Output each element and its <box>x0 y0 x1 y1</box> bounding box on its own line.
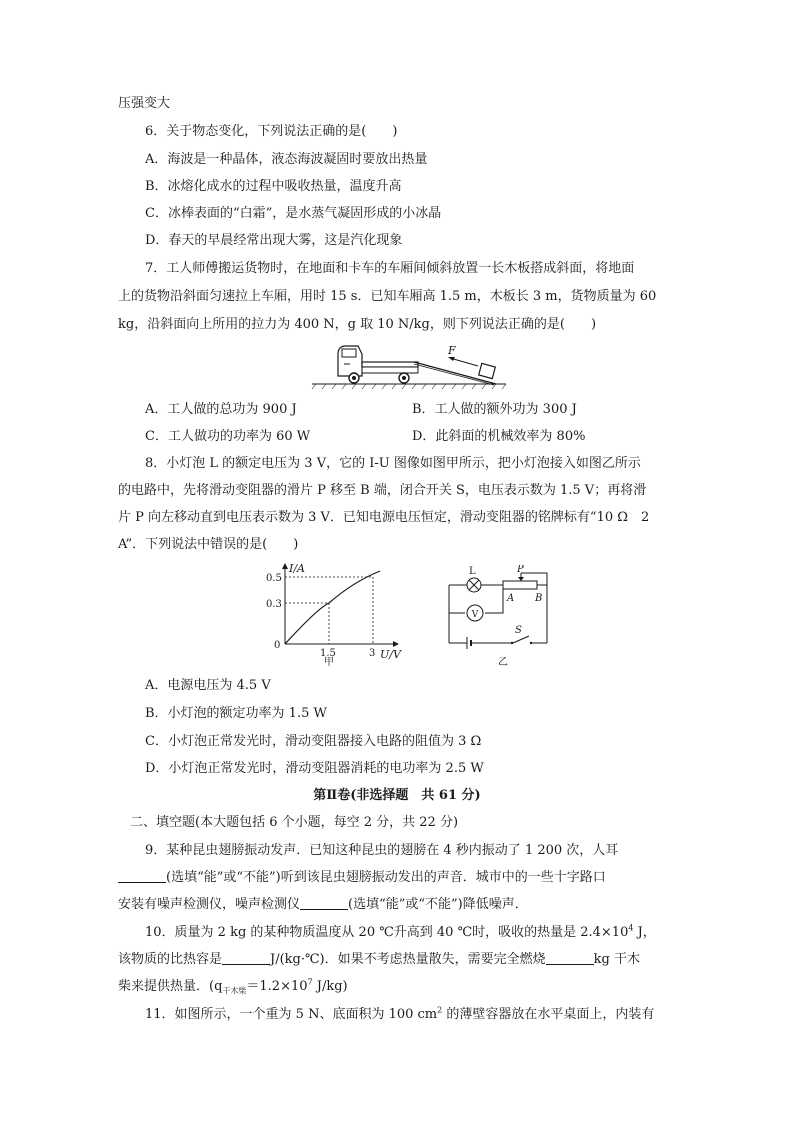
q10-line-2 <box>118 951 640 969</box>
answer-blank[interactable] <box>118 869 166 883</box>
q7-option-a: A．工人做的总功为 900 J <box>145 402 297 417</box>
q7-line-1: 7．工人师傅搬运货物时，在地面和卡车的车厢间倾斜放置一长木板搭成斜面，将地面 <box>145 261 635 276</box>
section2-heading: 二、填空题(本大题包括 6 个小题，每空 2 分，共 22 分) <box>130 815 459 830</box>
q8-option-d: D．小灯泡正常发光时，滑动变阻器消耗的电功率为 2.5 W <box>145 761 484 776</box>
q10-subscript: 干木柴 <box>222 986 247 996</box>
q9-line-2-text: (选填“能”或“不能”)听到该昆虫翅膀振动发出的声音．城市中的一些十字路口 <box>166 870 606 885</box>
q8-line-2: 的电路中，先将滑动变阻器的滑片 P 移至 B 端，闭合开关 S，电压表示数为 1.5 V；再将滑 <box>118 483 647 498</box>
q10-line-2-text-c: kg 干木 <box>593 952 640 967</box>
q10-exponent-2: 7 <box>307 977 313 987</box>
y-tick-0.5: 0.5 <box>266 573 282 584</box>
voltmeter-label: V <box>471 610 479 620</box>
q10-exponent: 4 <box>628 923 634 933</box>
q8-line-4: A”．下列说法中错误的是( ) <box>118 537 299 552</box>
origin-label: 0 <box>274 640 281 651</box>
q9-line-1: 9．某种昆虫翅膀振动发声．已知这种昆虫的翅膀在 4 秒内振动了 1 200 次，人耳 <box>145 843 619 858</box>
end-a-label: A <box>507 593 515 604</box>
q7-line-2: 上的货物沿斜面匀速拉上车厢，用时 15 s．已知车厢高 1.5 m，木板长 3 m，货物质量为 60 <box>118 289 657 304</box>
answer-blank[interactable] <box>546 951 594 965</box>
q11-text-a: 11．如图所示，一个重为 5 N、底面积为 100 cm <box>145 1007 438 1022</box>
q10-line-3-text-b: ＝1.2×10 <box>246 979 308 994</box>
q10-line-1 <box>145 924 656 942</box>
q10-line-2-text-b: J/(kg·℃)．如果不考虑热量散失，需要完全燃烧 <box>270 952 546 967</box>
q8-option-a: A．电源电压为 4.5 V <box>145 678 271 693</box>
circuit-figure <box>435 565 560 670</box>
q8-option-c: C．小灯泡正常发光时，滑动变阻器接入电路的阻值为 3 Ω <box>145 734 482 749</box>
q7-line-3: kg，沿斜面向上所用的拉力为 400 N，g 取 10 N/kg，则下列说法正确的是( ) <box>118 317 597 332</box>
switch-symbol <box>513 636 529 643</box>
x-axis-label: U/V <box>380 648 401 661</box>
end-b-label: B <box>535 593 543 604</box>
q9-line-2 <box>118 869 606 887</box>
section2-title: 第Ⅱ卷(非选择题 共 61 分) <box>313 788 481 803</box>
q10-line-3-end: J/kg) <box>312 979 348 994</box>
q7-option-b: B．工人做的额外功为 300 J <box>412 402 577 417</box>
q10-line-2-text-a: 该物质的比热容是 <box>118 952 223 967</box>
top-fragment: 压强变大 <box>118 96 171 111</box>
q10-line-3-text-a: 柴来提供热量．(q <box>118 979 223 994</box>
x-tick-3: 3 <box>369 648 376 659</box>
q8-option-b: B．小灯泡的额定功率为 1.5 W <box>145 706 327 721</box>
q11-text-b: 的薄壁容器放在水平桌面上，内装有 <box>442 1007 655 1022</box>
switch-label: S <box>515 625 522 636</box>
q6-option-d: D．春天的早晨经常出现大雾，这是汽化现象 <box>145 233 403 248</box>
rheostat <box>503 581 537 589</box>
q7-option-c: C．工人做功的功率为 60 W <box>145 429 311 444</box>
iu-curve <box>285 571 380 644</box>
q8-line-3: 片 P 向左移动直到电压表示数为 3 V．已知电源电压恒定，滑动变阻器的铭牌标有“10 Ω 2 <box>118 510 650 525</box>
graph-caption: 甲 <box>324 657 334 668</box>
q6-option-c: C．冰棒表面的“白霜”，是水蒸气凝固形成的小冰晶 <box>145 206 442 221</box>
q11-exponent: 2 <box>437 1005 443 1015</box>
circuit-caption: 乙 <box>498 657 508 668</box>
truck-ramp-figure <box>310 340 510 390</box>
q11-line-1 <box>145 1006 654 1024</box>
q9-line-3 <box>118 896 528 914</box>
x-tick-1.5: 1.5 <box>320 648 336 659</box>
iu-graph-figure <box>258 560 418 670</box>
y-tick-0.3: 0.3 <box>266 599 282 610</box>
q7-option-d: D．此斜面的机械效率为 80% <box>412 429 586 444</box>
q9-line-3-text-b: (选填“能”或“不能”)降低噪声． <box>348 897 528 912</box>
q10-line-3 <box>118 978 348 996</box>
answer-blank[interactable] <box>222 951 270 965</box>
force-label: F <box>448 344 456 357</box>
q6-option-a: A．海波是一种晶体，液态海波凝固时要放出热量 <box>145 152 428 167</box>
q8-line-1: 8．小灯泡 L 的额定电压为 3 V，它的 I-U 图像如图甲所示，把小灯泡接入如图乙所示 <box>145 456 641 471</box>
q10-line-1-end: J， <box>633 925 656 940</box>
y-axis-label: I/A <box>289 562 305 575</box>
q6-option-b: B．冰熔化成水的过程中吸收热量，温度升高 <box>145 179 402 194</box>
slider-label: P <box>517 565 524 575</box>
answer-blank[interactable] <box>300 896 348 910</box>
q6-stem: 6．关于物态变化，下列说法正确的是( ) <box>145 124 398 139</box>
q9-line-3-text-a: 安装有噪声检测仪，噪声检测仪 <box>118 897 301 912</box>
q10-line-1-text: 10．质量为 2 kg 的某种物质温度从 20 ℃升高到 40 ℃时，吸收的热量是 2.4×10 <box>145 925 629 940</box>
lamp-label: L <box>469 566 476 577</box>
